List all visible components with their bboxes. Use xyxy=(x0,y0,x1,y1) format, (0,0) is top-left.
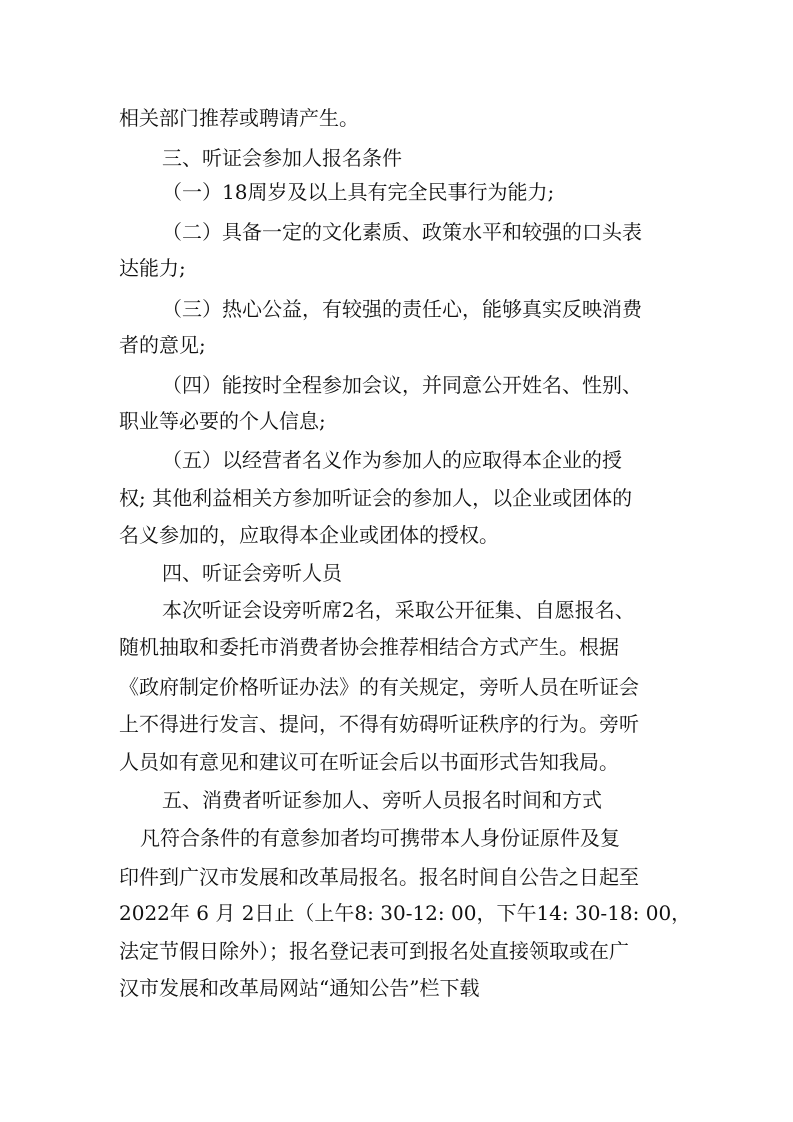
paragraph-line: 《政府制定价格听证办法》的有关规定，旁听人员在听证会 xyxy=(119,675,639,699)
paragraph-line: 2022年 6 月 2日止（上午8: 30-12: 00，下午14: 30-18: 00， xyxy=(119,901,692,925)
paragraph-line: 达能力; xyxy=(119,256,186,280)
paragraph-line: 人员如有意见和建议可在听证会后以书面形式告知我局。 xyxy=(119,750,619,774)
list-item-3: （三）热心公益，有较强的责任心，能够真实反映消费 xyxy=(162,297,642,321)
paragraph-line: 印件到广汉市发展和改革局报名。报名时间自公告之日起至 xyxy=(119,865,639,889)
list-item-5: （五）以经营者名义作为参加人的应取得本企业的授 xyxy=(162,448,622,472)
paragraph-line: 权; 其他利益相关方参加听证会的参加人，以企业或团体的 xyxy=(119,486,633,510)
section-heading-4: 四、听证会旁听人员 xyxy=(162,561,342,585)
paragraph-line: 凡符合条件的有意参加者均可携带本人身份证原件及复 xyxy=(140,826,620,850)
paragraph-line: 法定节假日除外）；报名登记表可到报名处直接领取或在广 xyxy=(119,939,629,963)
paragraph-line: 名义参加的，应取得本企业或团体的授权。 xyxy=(119,523,499,547)
paragraph-line: 职业等必要的个人信息; xyxy=(119,409,326,433)
paragraph-line: 汉市发展和改革局网站“通知公告”栏下载 xyxy=(119,976,480,1000)
paragraph-line: 者的意见; xyxy=(119,333,206,357)
paragraph-line: 上不得进行发言、提问，不得有妨碍听证秩序的行为。旁听 xyxy=(119,712,639,736)
paragraph-line: 相关部门推荐或聘请产生。 xyxy=(119,106,359,130)
paragraph-line: 随机抽取和委托市消费者协会推荐相结合方式产生。根据 xyxy=(119,635,619,659)
list-item-2: （二）具备一定的文化素质、政策水平和较强的口头表 xyxy=(162,220,642,244)
list-item-4: （四）能按时全程参加会议，并同意公开姓名、性别、 xyxy=(162,373,642,397)
section-heading-5: 五、消费者听证参加人、旁听人员报名时间和方式 xyxy=(162,788,602,812)
list-item-1: （一）18周岁及以上具有完全民事行为能力; xyxy=(162,180,555,204)
paragraph-line: 本次听证会设旁听席2名，采取公开征集、自愿报名、 xyxy=(162,598,635,622)
section-heading-3: 三、听证会参加人报名条件 xyxy=(162,146,402,170)
